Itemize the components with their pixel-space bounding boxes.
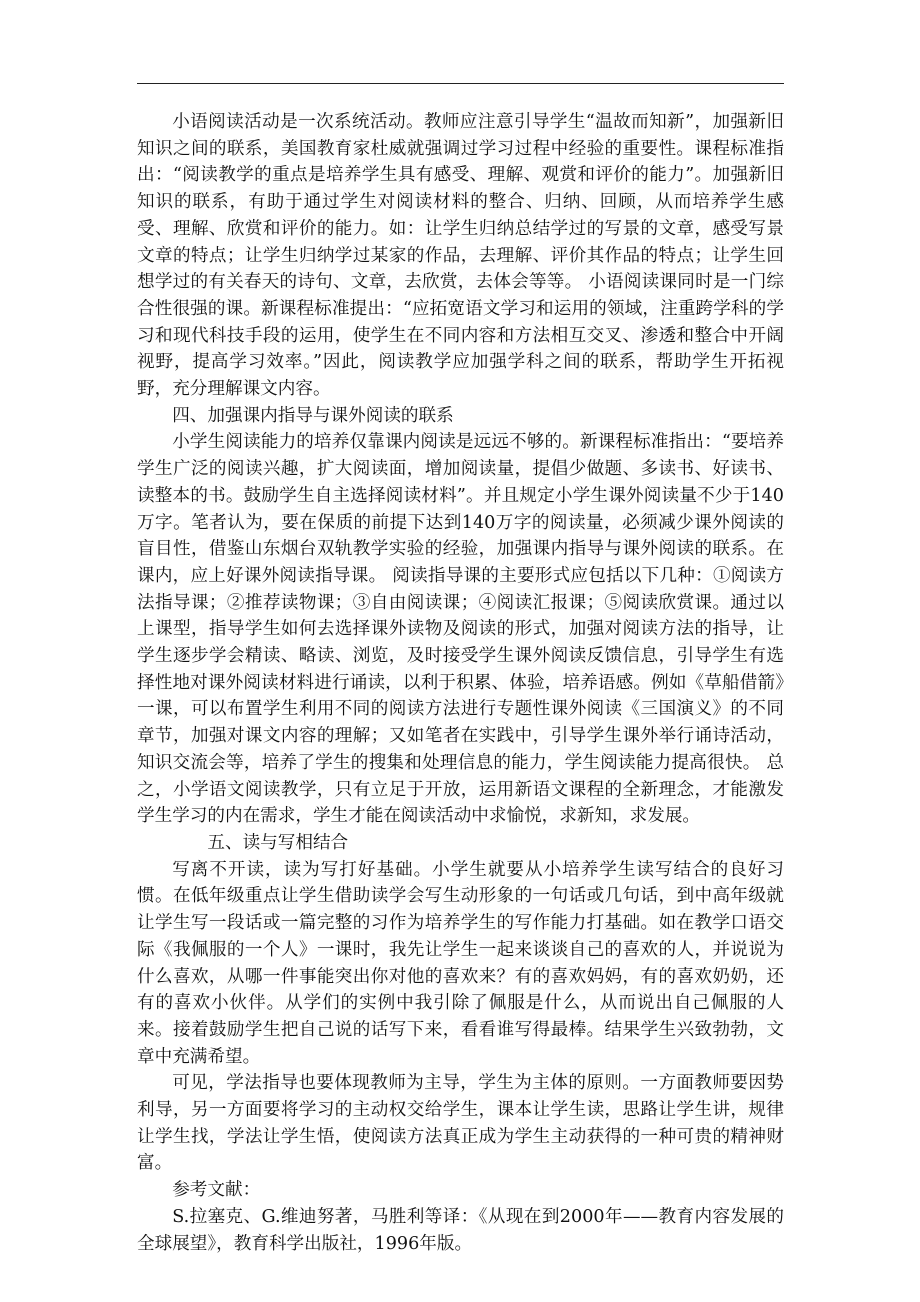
paragraph-review-knowledge: 小语阅读活动是一次系统活动。教师应注意引导学生“温故而知新”，加强新旧知识之间的联系，美国教育家杜威就强调过学习过程中经验的重要性。课程标准指出：“阅读教学的重点是培养学生具有感受、理解、观赏和评价的能力”。加强新旧知识的联系，有助于通过学生对阅读材料的整合、归纳、回顾，从而培养学生感受、理解、欣赏和评价的能力。如：让学生归纳总结学过的写景的文章，感受写景文章的特点；让学生归纳学过某家的作品，去理解、评价其作品的特点；让学生回想学过的有关春天的诗句、文章，去欣赏，去体会等等。 小语阅读课同时是一门综合性很强的课。新课程标准提出：“应拓宽语文学习和运用的领域，注重跨学科的学习和现代科技手段的运用，使学生在不同内容和方法相互交叉、渗透和整合中开阔视野，提高学习效率。”因此，阅读教学应加强学科之间的联系，帮助学生开拓视野，充分理解课文内容。 xyxy=(137,112,784,400)
section-heading-4: 四、加强课内指导与课外阅读的联系 xyxy=(172,405,454,426)
references-heading: 参考文献： xyxy=(172,1180,261,1201)
header-rule xyxy=(137,83,784,84)
reference-entry: S.拉塞克、G.维迪努著，马胜利等译：《从现在到2000年——教育内容发展的全球展望》，教育科学出版社，1996年版。 xyxy=(137,1206,784,1254)
paragraph-conclusion: 可见，学法指导也要体现教师为主导，学生为主体的原则。一方面教师要因势利导，另一方面要将学习的主动权交给学生，课本让学生读，思路让学生讲，规律让学生找，学法让学生悟，使阅读方法真正成为学生主动获得的一种可贵的精神财富。 xyxy=(137,1073,784,1174)
paragraph-extracurricular-reading: 小学生阅读能力的培养仅靠课内阅读是远远不够的。新课程标准指出：“要培养学生广泛的阅读兴趣，扩大阅读面，增加阅读量，提倡少做题、多读书、好读书、读整本的书。鼓励学生自主选择阅读材料”。并且规定小学生课外阅读量不少于140万字。笔者认为，要在保质的前提下达到140万字的阅读量，必须减少课外阅读的盲目性，借鉴山东烟台双轨教学实验的经验，加强课内指导与课外阅读的联系。在课内，应上好课外阅读指导课。 阅读指导课的主要形式应包括以下几种：①阅读方法指导课；②推荐读物课；③自由阅读课；④阅读汇报课；⑤阅读欣赏课。通过以上课型，指导学生如何去选择课外读物及阅读的形式，加强对阅读方法的指导，让学生逐步学会精读、略读、浏览，及时接受学生课外阅读反馈信息，引导学生有选择性地对课外阅读材料进行诵读，以利于积累、体验，培养语感。例如《草船借箭》一课，可以布置学生利用不同的阅读方法进行专题性课外阅读《三国演义》的不同章节，加强对课文内容的理解；又如笔者在实践中，引导学生课外举行诵诗活动，知识交流会等，培养了学生的搜集和处理信息的能力，学生阅读能力提高很快。 总之，小学语文阅读教学，只有立足于开放，运用新语文课程的全新理念，才能激发学生学习的内在需求，学生才能在阅读活动中求愉悦，求新知，求发展。 xyxy=(137,432,784,827)
section-heading-5: 五、读与写相结合 xyxy=(207,832,349,853)
paragraph-reading-writing: 写离不开读，读为写打好基础。小学生就要从小培养学生读写结合的良好习惯。在低年级重点让学生借助读学会写生动形象的一句话或几句话，到中高年级就让学生写一段话或一篇完整的习作为培养学生的写作能力打基础。如在教学口语交际《我佩服的一个人》一课时，我先让学生一起来谈谈自己的喜欢的人，并说说为什么喜欢，从哪一件事能突出你对他的喜欢来？有的喜欢妈妈，有的喜欢奶奶，还有的喜欢小伙伴。从学们的实例中我引除了佩服是什么，从而说出自己佩服的人来。接着鼓励学生把自己说的话写下来，看看谁写得最棒。结果学生兴致勃勃，文章中充满希望。 xyxy=(137,859,784,1067)
document-body xyxy=(137,109,784,1257)
